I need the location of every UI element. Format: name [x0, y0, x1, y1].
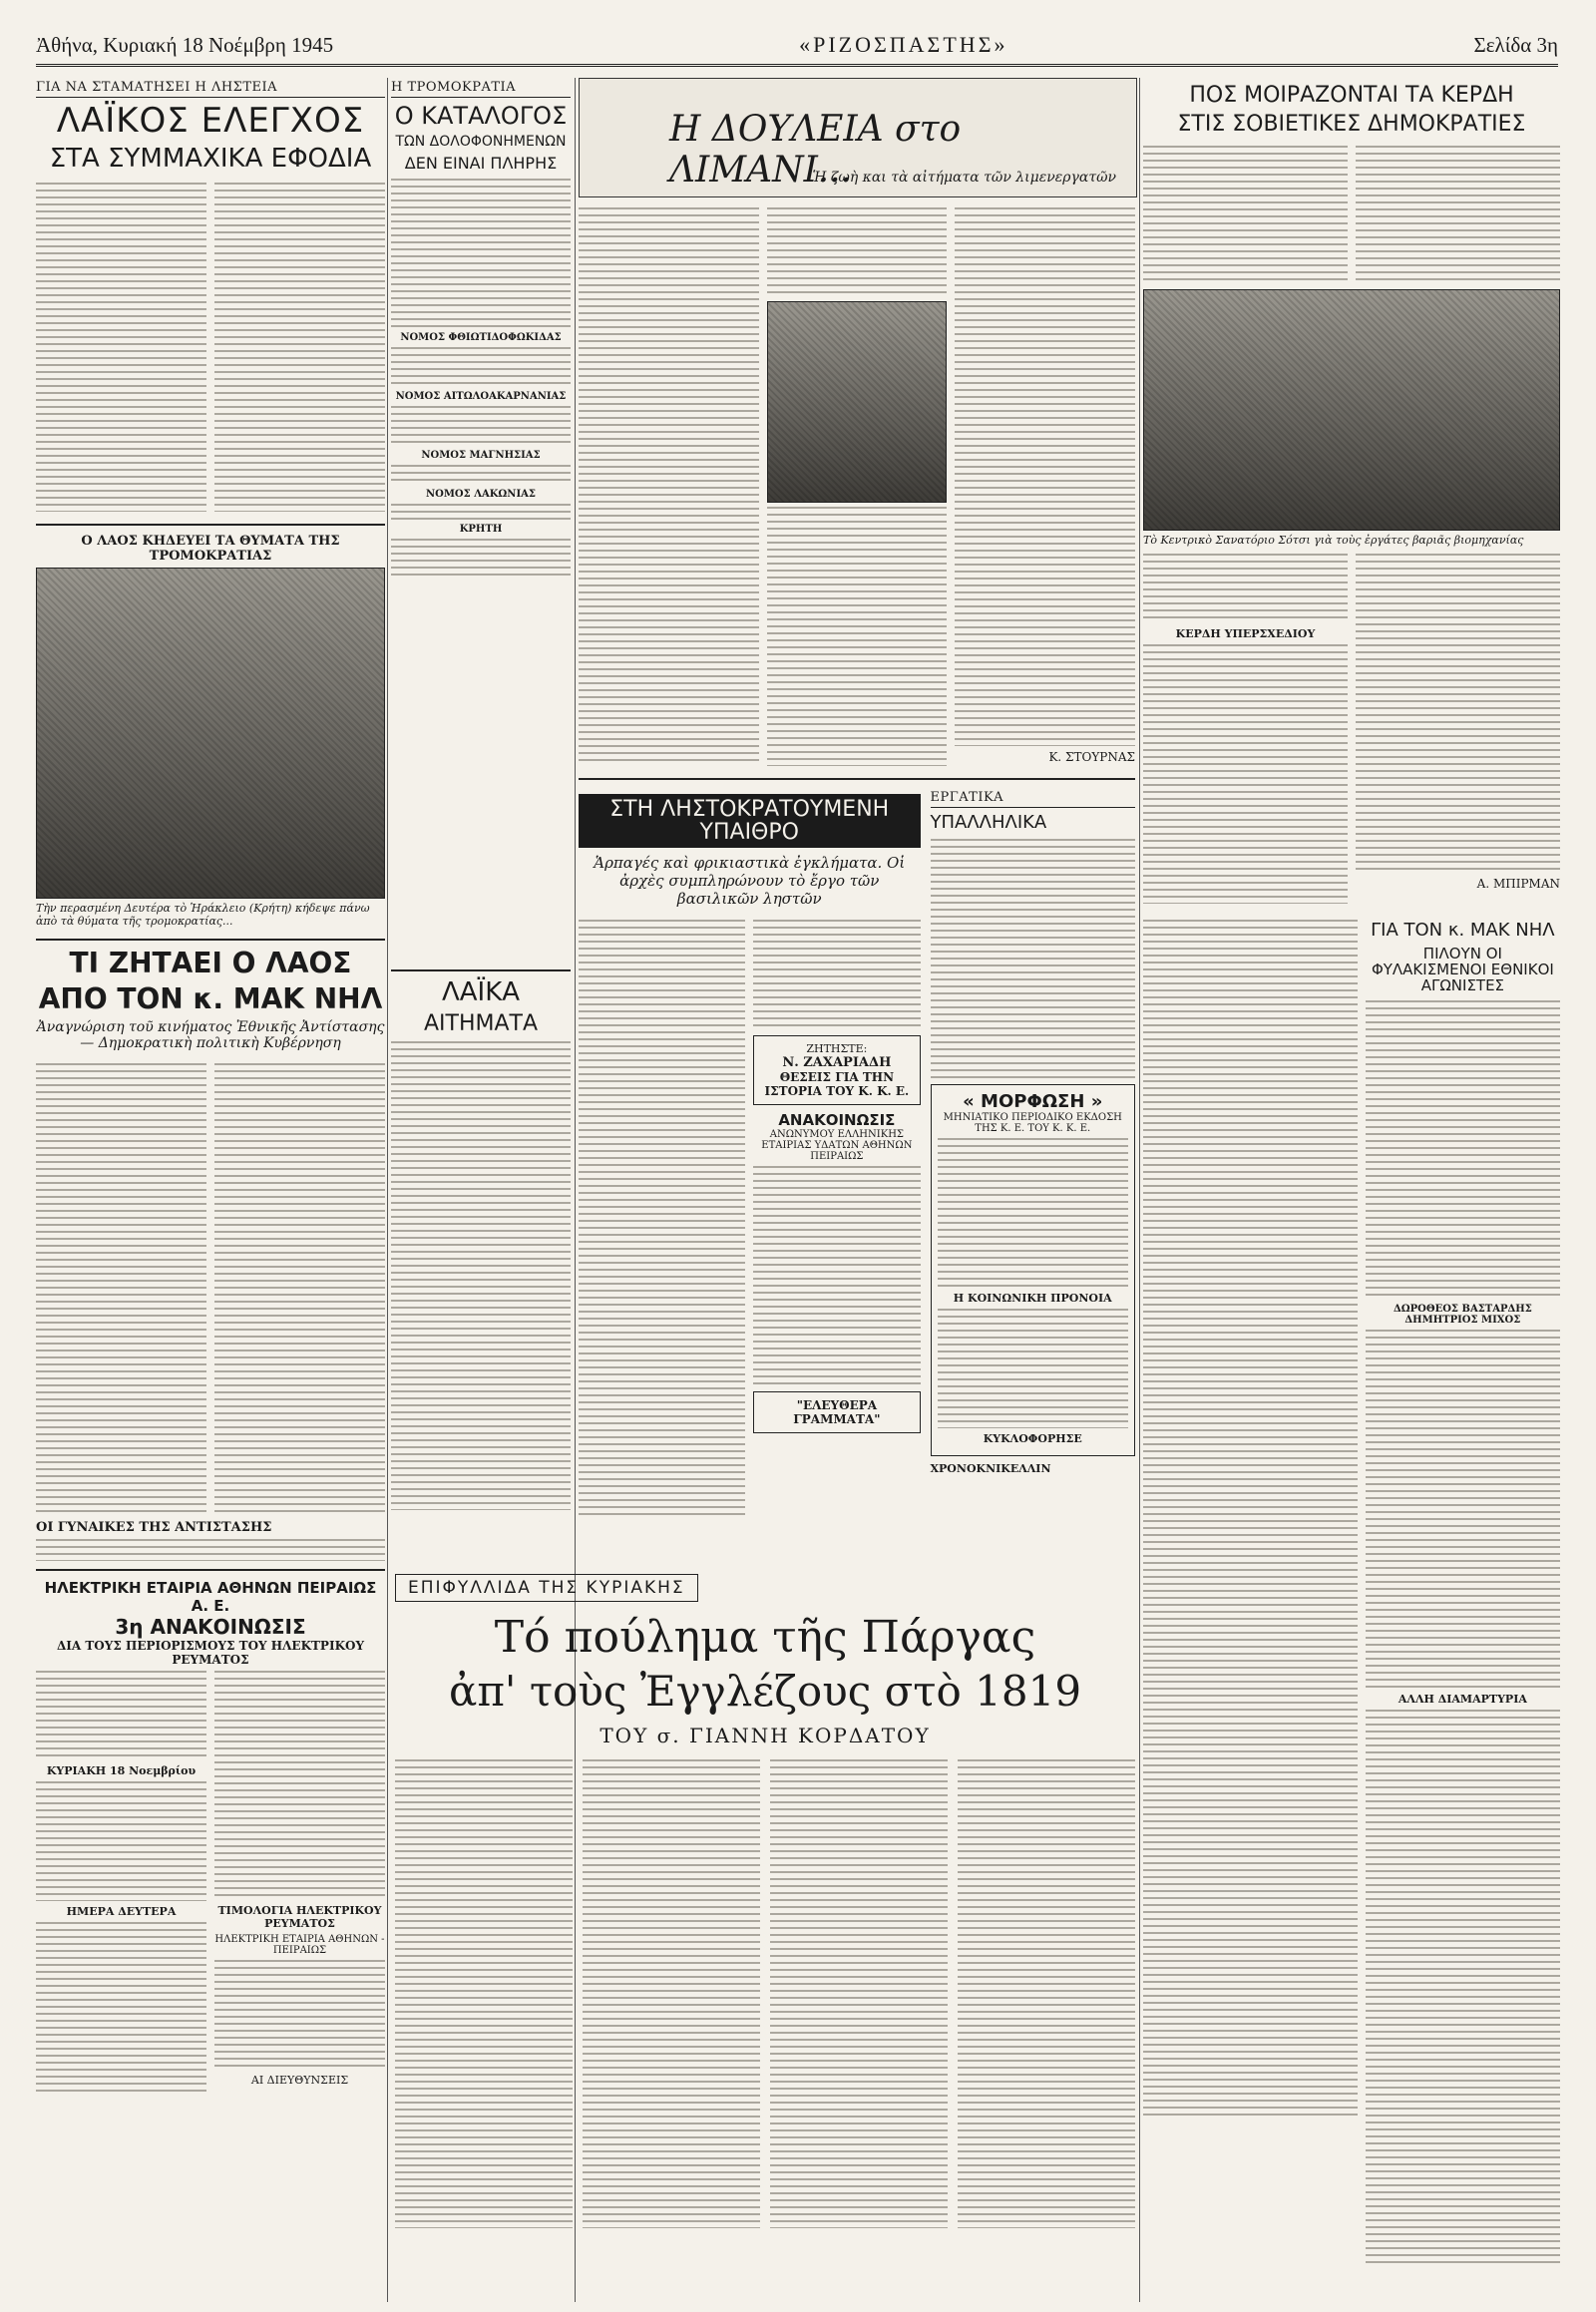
article-headline: ΔΕΝ ΕΙΝΑΙ ΠΛΗΡΗΣ [404, 153, 558, 173]
announcement-body [36, 1667, 385, 2096]
article-headline: ΤΩΝ ΔΟΛΟΦΟΝΗΜΕΝΩΝ [395, 134, 567, 151]
column-rule [387, 78, 388, 2302]
kicker: Η ΤΡΟΜΟΚΡΑΤΙΑ [391, 78, 571, 98]
company-name: ΗΛΕΚΤΡΙΚΗ ΕΤΑΙΡΙΑ ΑΘΗΝΩΝ ΠΕΙΡΑΙΩΣ Α. Ε. [44, 1579, 377, 1616]
announcement-number: 3η ΑΝΑΚΟΙΝΩΣΙΣ [115, 1615, 306, 1640]
kicker: ΕΡΓΑΤΙΚΑ [931, 788, 1136, 808]
serial-title-line2: ἀπ' τοὺς Ἐγγλέζους στὸ 1819 [448, 1667, 1082, 1716]
article-headline: ΑΙΤΗΜΑΤΑ [423, 1010, 539, 1036]
signatories: ΔΩΡΟΘΕΟΣ ΒΑΣΤΑΡΔΗΣ ΔΗΜΗΤΡΙΟΣ ΜΙΧΟΣ [1394, 1303, 1532, 1326]
article-subheadline: Ἀναγνώριση τοῦ κινήματος Ἐθνικῆς Ἀντίστασης — Δημοκρατικὴ πολιτικὴ Κυβέρνηση [36, 1019, 385, 1052]
article-body [579, 916, 921, 1522]
chron-heading: ΧΡΟΝΟΚΝΙΚΕΛΛΙΝ [930, 1461, 1051, 1475]
column-3 [579, 203, 1135, 1570]
kicker: ΓΙΑ ΝΑ ΣΤΑΜΑΤΗΣΕΙ Η ΛΗΣΤΕΙΑ [36, 78, 385, 98]
article-headline: ΣΤΙΣ ΣΟΒΙΕΤΙΚΕΣ ΔΗΜΟΚΡΑΤΙΕΣ [1177, 112, 1526, 138]
signature: Κ. ΣΤΟΥΡΝΑΣ [1048, 750, 1135, 764]
section-subhead: ΟΙ ΓΥΝΑΙΚΕΣ ΤΗΣ ΑΝΤΙΣΤΑΣΗΣ [36, 1520, 272, 1536]
article-body [36, 179, 385, 516]
column-rule [1139, 78, 1140, 2302]
masthead-date: Ἀθήνα, Κυριακή 18 Νοέμβρη 1945 [36, 33, 334, 57]
announcement-subtitle: ΔΙΑ ΤΟΥΣ ΠΕΡΙΟΡΙΣΜΟΥΣ ΤΟΥ ΗΛΕΚΤΡΙΚΟΥ ΡΕΥΜΑΤΟΣ [56, 1639, 365, 1668]
photo-headline: Ο ΛΑΟΣ ΚΗΔΕΥΕΙ ΤΑ ΘΥΜΑΤΑ ΤΗΣ ΤΡΟΜΟΚΡΑΤΙΑΣ [81, 533, 340, 564]
article-body [1143, 550, 1560, 908]
nomos-heading: ΝΟΜΟΣ ΛΑΚΩΝΙΑΣ [426, 488, 536, 500]
section-subhead: ΚΕΡΔΗ ΥΠΕΡΣΧΕΔΙΟΥ [1175, 627, 1316, 641]
tariff-company: ΗΛΕΚΤΡΙΚΗ ΕΤΑΙΡΙΑ ΑΘΗΝΩΝ - ΠΕΙΡΑΙΩΣ [214, 1934, 385, 1957]
serial-label: ΕΠΙΦΥΛΛΙΔΑ ΤΗΣ ΚΥΡΙΑΚΗΣ [395, 1574, 698, 1602]
article-headline: ΠΟΣ ΜΟΙΡΑΖΟΝΤΑΙ ΤΑ ΚΕΡΔΗ [1189, 83, 1514, 108]
column-4 [1143, 78, 1560, 2302]
book-advert: ΖΗΤΗΣΤΕ: Ν. ΖΑΧΑΡΙΑΔΗ ΘΕΣΕΙΣ ΓΙΑ ΤΗΝ ΙΣΤΟΡΙΑ ΤΟΥ Κ. Κ. Ε. [753, 1035, 920, 1105]
morfosi-box: « ΜΟΡΦΩΣΗ » ΜΗΝΙΑΤΙΚΟ ΠΕΡΙΟΔΙΚΟ ΕΚΔΟΣΗ ΤΗΣ Κ. Ε. ΤΟΥ Κ. Κ. Ε. Η ΚΟΙΝΩΝΙΚΗ ΠΡΟΝΟΙΑ ΚΥΚΛΟΦΟΡΗΣΕ [931, 1084, 1136, 1456]
photo-caption: Τὴν περασμένη Δευτέρα τὸ Ἡράκλειο (Κρήτη) κήδεψε πάνω ἀπὸ τὰ θύματα τῆς τρομοκρατίας... [36, 901, 370, 929]
dockworker-illustration [767, 301, 948, 503]
tariff-office: ΑΙ ΔΙΕΥΘΥΝΣΕΙΣ [250, 2074, 349, 2088]
serial-body [395, 1755, 1135, 2232]
column-2 [391, 78, 571, 1554]
notice-subtitle: ΑΝΩΝΥΜΟΥ ΕΛΛΗΝΙΚΗΣ ΕΤΑΙΡΙΑΣ ΥΔΑΤΩΝ ΑΘΗΝΩΝ ΠΕΙΡΑΙΩΣ [761, 1129, 913, 1163]
article-headline: ΣΤΑ ΣΥΜΜΑΧΙΚΑ ΕΦΟΔΙΑ [49, 143, 372, 174]
article-headline: ΤΙ ΖΗΤΑΕΙ Ο ΛΑΟΣ [69, 947, 352, 980]
nomos-heading: ΝΟΜΟΣ ΑΙΤΩΛΟΑΚΑΡΝΑΝΙΑΣ [395, 390, 567, 402]
article-headline: ΠΙΛΟΥΝ ΟΙ ΦΥΛΑΚΙΣΜΕΝΟΙ ΕΘΝΙΚΟΙ ΑΓΩΝΙΣΤΕΣ [1371, 945, 1554, 994]
funeral-photo [36, 568, 385, 899]
section-subhead: ΑΛΛΗ ΔΙΑΜΑΡΤΥΡΙΑ [1397, 1692, 1527, 1706]
nomos-heading: ΝΟΜΟΣ ΜΑΓΝΗΣΙΑΣ [421, 449, 541, 461]
schedule-day: ΚΥΡΙΑΚΗ 18 Νοεμβρίου [46, 1764, 197, 1778]
column-1 [36, 78, 385, 2302]
sunday-serial [395, 1574, 1135, 2232]
sanatorium-photo [1143, 289, 1560, 531]
tariff-title: ΤΙΜΟΛΟΓΙΑ ΗΛΕΚΤΡΙΚΟΥ ΡΕΥΜΑΤΟΣ [217, 1904, 382, 1931]
section-headline: ΥΠΑΛΛΗΛΙΚΑ [930, 812, 1047, 833]
signature: Α. ΜΠΙΡΜΑΝ [1476, 877, 1560, 892]
masthead-paper-name: «ΡΙΖΟΣΠΑΣΤΗΣ» [799, 32, 1008, 57]
schedule-day: ΗΜΕΡΑ ΔΕΥΤΕΡΑ [66, 1905, 177, 1919]
article-headline: ΓΙΑ ΤΟΝ κ. ΜΑΚ ΝΗΛ [1371, 920, 1555, 942]
article-subheadline: Ἁρπαγές καὶ φρικιαστικὰ ἐγκλήματα. Οἱ ἀρχὲς συμπληρώνουν τὸ ἔργο τῶν βασιλικῶν ληστῶν [594, 854, 906, 909]
free-letters-ad: "ΕΛΕΥΘΕΡΑ ΓΡΑΜΜΑΤΑ" [753, 1391, 920, 1433]
dock-work-banner [579, 78, 1137, 197]
article-headline: ΛΑΪΚΑ [441, 976, 521, 1007]
article-headline: Ο ΚΑΤΑΛΟΓΟΣ [394, 102, 568, 130]
serial-title: Τό πούλημα τῆς Πάργας [494, 1612, 1036, 1663]
masthead [36, 18, 1558, 67]
article-headline: ΛΑΪΚΟΣ ΕΛΕΓΧΟΣ [56, 101, 365, 141]
article-headline: ΑΠΟ ΤΟΝ κ. ΜΑΚ ΝΗΛ [38, 981, 383, 1015]
article-body [1143, 142, 1560, 289]
banner-title: Η ΔΟΥΛΕΙΑ στο ΛΙΜΑΝΙ... [669, 109, 962, 191]
nomos-heading: ΚΡΗΤΗ [459, 523, 503, 535]
dock-article-body [579, 203, 1135, 770]
photo-caption: Τὸ Κεντρικὸ Σανατόριο Σότσι γιὰ τοὺς ἐργάτες βαριᾶς βιομηχανίας [1143, 534, 1524, 548]
masthead-page: Σελίδα 3η [1473, 33, 1558, 57]
serial-author: ΤΟΥ σ. ΓΙΑΝΝΗ ΚΟΡΔΑΤΟΥ [599, 1724, 931, 1747]
nomos-heading: ΝΟΜΟΣ ΦΘΙΩΤΙΔΟΦΩΚΙΔΑΣ [400, 331, 562, 343]
article-body [36, 1059, 385, 1516]
article-headline: ΣΤΗ ΛΗΣΤΟΚΡΑΤΟΥΜΕΝΗ ΥΠΑΙΘΡΟ [579, 794, 921, 848]
banner-tagline: Ἡ ζωὴ και τὰ αἰτήματα τῶν λιμενεργατῶν [812, 170, 1116, 187]
notice-title: ΑΝΑΚΟΙΝΩΣΙΣ [778, 1111, 896, 1130]
